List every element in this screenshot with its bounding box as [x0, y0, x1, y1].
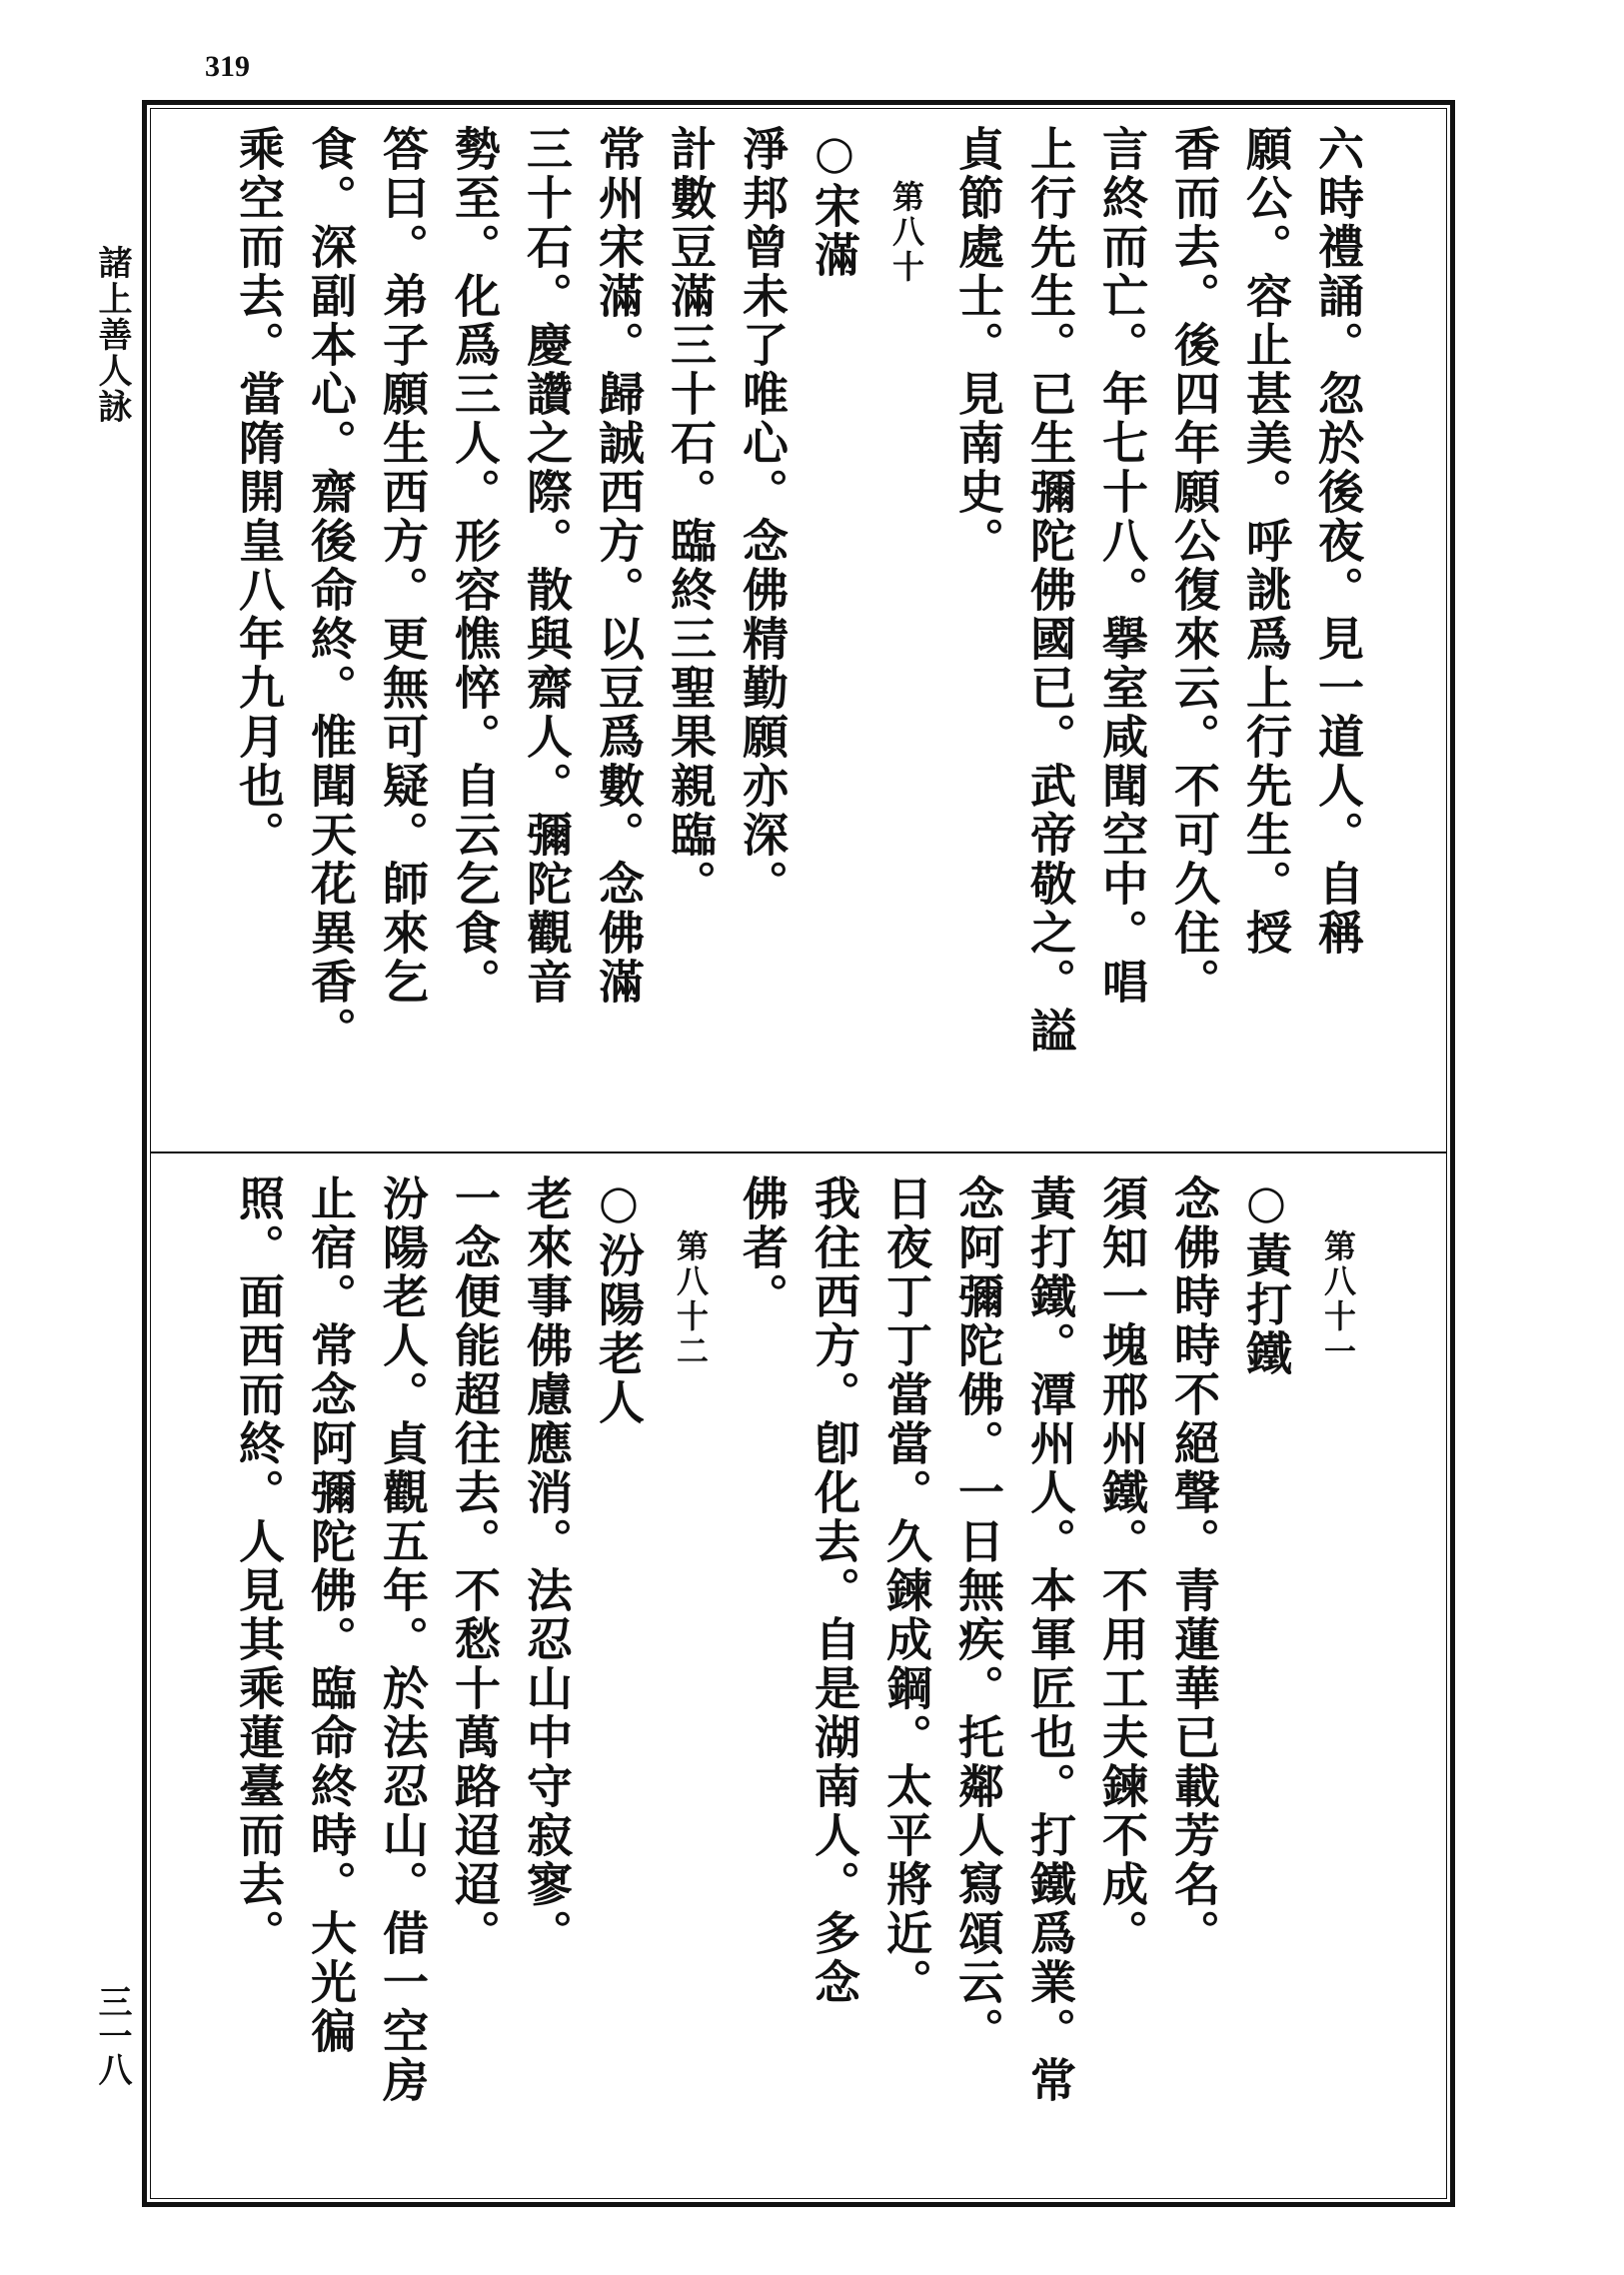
text-column: 念阿彌陀佛。一日無疾。托鄰人寫頌云。: [951, 1174, 1005, 2056]
text-column: 三十石。慶讚之際。散與齋人。彌陀觀音: [520, 125, 574, 1007]
text-column: 止宿。常念阿彌陀佛。臨命終時。大光徧: [304, 1174, 358, 2056]
entry-number: 第八十: [887, 180, 925, 285]
page-number: 319: [205, 50, 250, 83]
text-column: 答曰。弟子願生西方。更無可疑。師來乞: [376, 125, 430, 1007]
text-column: 常州宋滿。歸誠西方。以豆爲數。念佛滿: [592, 125, 646, 1007]
poem-column: 一念便能超往去。不愁十萬路迢迢。: [448, 1174, 502, 1958]
folio-number: 三一八: [92, 1984, 132, 2086]
text-column: 勢至。化爲三人。形容憔悴。自云乞食。: [448, 125, 502, 1007]
poem-column: 須知一塊邢州鐵。不用工夫鍊不成。: [1095, 1174, 1149, 1958]
text-column: 汾陽老人。貞觀五年。於法忍山。借一空房: [376, 1174, 430, 2105]
upper-section: [223, 125, 1374, 1139]
text-column: 乘空而去。當隋開皇八年九月也。: [232, 125, 286, 860]
entry-heading: ○黃打鐵: [1239, 1174, 1293, 1378]
section-divider: [150, 1151, 1447, 1153]
poem-column: 念佛時時不絕聲。青蓮華已載芳名。: [1167, 1174, 1221, 1958]
running-title: 諸上善人詠: [92, 245, 132, 425]
text-column: 佛者。: [736, 1174, 790, 1321]
text-column: 我往西方。卽化去。自是湖南人。多念: [808, 1174, 861, 2007]
poem-column: 老來事佛慮應消。法忍山中守寂寥。: [520, 1174, 574, 1958]
text-column: 言終而亡。年七十八。擧室咸聞空中。唱: [1095, 125, 1149, 1007]
poem-column: 計數豆滿三十石。臨終三聖果親臨。: [664, 125, 718, 909]
text-column: 願公。容止甚美。呼誂爲上行先生。授: [1239, 125, 1293, 958]
text-column: 香而去。後四年願公復來云。不可久住。: [1167, 125, 1221, 1007]
lower-section: [223, 1174, 1374, 2174]
text-column: 日夜丁丁當當。久鍊成鋼。太平將近。: [879, 1174, 933, 2007]
entry-heading: ○宋滿: [808, 125, 861, 280]
text-column: 黃打鐵。潭州人。本軍匠也。打鐵爲業。常: [1023, 1174, 1077, 2105]
text-column: 六時禮誦。忽於後夜。見一道人。自稱: [1311, 125, 1365, 958]
poem-column: 淨邦曾未了唯心。念佛精勤願亦深。: [736, 125, 790, 909]
entry-number: 第八十二: [672, 1229, 710, 1369]
text-column: 食。深副本心。齋後命終。惟聞天花異香。: [304, 125, 358, 1056]
text-column: 貞節處士。見南史。: [951, 125, 1005, 566]
entry-number: 第八十一: [1319, 1229, 1357, 1369]
text-column: 上行先生。已生彌陀佛國已。武帝敬之。謚: [1023, 125, 1077, 1056]
text-column: 照。面西而終。人見其乘蓮臺而去。: [232, 1174, 286, 1958]
entry-heading: ○汾陽老人: [592, 1174, 646, 1427]
